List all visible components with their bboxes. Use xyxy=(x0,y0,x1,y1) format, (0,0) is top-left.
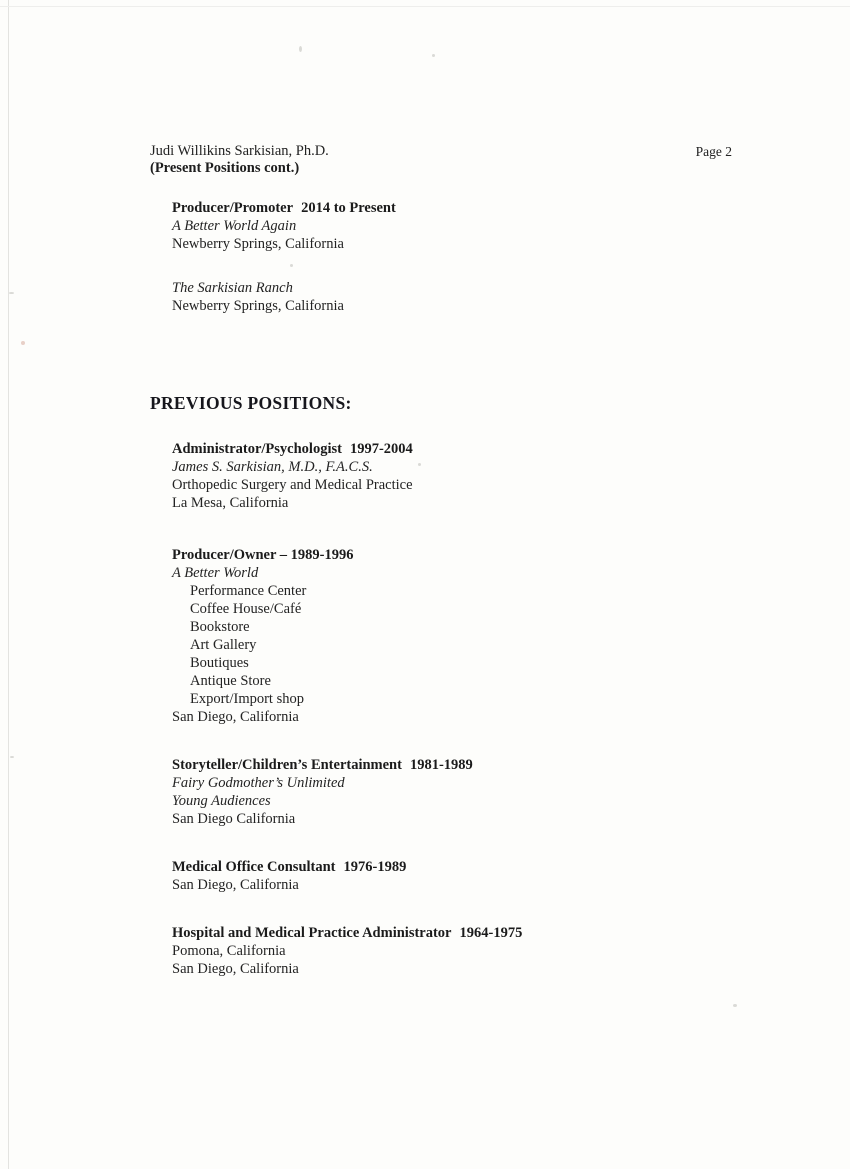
entry-organization: A Better World xyxy=(172,565,259,581)
entry-years: 1981-1989 xyxy=(409,757,473,773)
author-name: Judi Willikins Sarkisian, Ph.D. xyxy=(150,143,329,159)
entry-title: Medical Office Consultant xyxy=(172,859,336,875)
present-positions-block xyxy=(172,199,750,315)
scan-speck xyxy=(10,756,14,758)
page-edge-top xyxy=(0,6,850,7)
entry-years: 1964-1975 xyxy=(459,925,523,941)
previous-positions-block xyxy=(172,440,750,978)
previous-position-entry xyxy=(172,440,750,512)
entry-title: Hospital and Medical Practice Administrator xyxy=(172,925,452,941)
document-header xyxy=(150,143,750,177)
entry-years: 1997-2004 xyxy=(349,441,413,457)
entry-organization: A Better World Again xyxy=(172,218,297,234)
previous-position-entry xyxy=(172,858,750,894)
scan-speck xyxy=(9,292,14,294)
entry-location: Newberry Springs, California xyxy=(172,298,344,314)
entry-location: Pomona, California xyxy=(172,943,286,959)
scan-speck xyxy=(299,46,302,52)
entry-location-secondary: San Diego, California xyxy=(172,961,299,977)
list-item: Performance Center xyxy=(190,583,307,599)
entry-years: 1976-1989 xyxy=(343,859,407,875)
entry-title-line xyxy=(172,199,750,217)
previous-position-entry xyxy=(172,756,750,828)
entry-title-line xyxy=(172,440,750,458)
scan-speck xyxy=(733,1004,737,1007)
entry-organization-secondary: Young Audiences xyxy=(172,793,271,809)
entry-organization: James S. Sarkisian, M.D., F.A.C.S. xyxy=(172,459,373,475)
page-edge-left xyxy=(8,0,9,1169)
entry-title: Producer/Owner – 1989-1996 xyxy=(172,547,354,563)
entry-title-line xyxy=(172,858,750,876)
entry-location: Newberry Springs, California xyxy=(172,236,344,252)
list-item: Art Gallery xyxy=(190,637,257,653)
document-body xyxy=(150,143,750,978)
entry-location: San Diego, California xyxy=(172,709,299,725)
list-item: Antique Store xyxy=(190,673,271,689)
entry-detail: Orthopedic Surgery and Medical Practice xyxy=(172,477,413,493)
entry-title-line xyxy=(172,756,750,774)
scan-speck xyxy=(21,341,25,345)
entry-location: San Diego, California xyxy=(172,877,299,893)
entry-sub-items xyxy=(190,582,750,708)
present-position-entry xyxy=(172,279,750,315)
list-item: Boutiques xyxy=(190,655,249,671)
page-number: Page 2 xyxy=(695,144,732,159)
previous-position-entry xyxy=(172,546,750,726)
list-item: Coffee House/Café xyxy=(190,601,302,617)
continued-section-label: (Present Positions cont.) xyxy=(150,160,300,176)
entry-title: Producer/Promoter xyxy=(172,200,294,216)
entry-organization: The Sarkisian Ranch xyxy=(172,280,293,296)
previous-positions-heading: PREVIOUS POSITIONS: xyxy=(150,393,352,413)
previous-position-entry xyxy=(172,924,750,978)
entry-years: 2014 to Present xyxy=(301,200,396,216)
entry-title-line xyxy=(172,924,750,942)
entry-organization: Fairy Godmother’s Unlimited xyxy=(172,775,345,791)
list-item: Export/Import shop xyxy=(190,691,304,707)
present-position-entry xyxy=(172,199,750,253)
entry-location: San Diego California xyxy=(172,811,296,827)
scan-speck xyxy=(432,54,435,57)
list-item: Bookstore xyxy=(190,619,250,635)
entry-location: La Mesa, California xyxy=(172,495,289,511)
entry-title: Storyteller/Children’s Entertainment xyxy=(172,757,402,773)
entry-title: Administrator/Psychologist xyxy=(172,441,342,457)
